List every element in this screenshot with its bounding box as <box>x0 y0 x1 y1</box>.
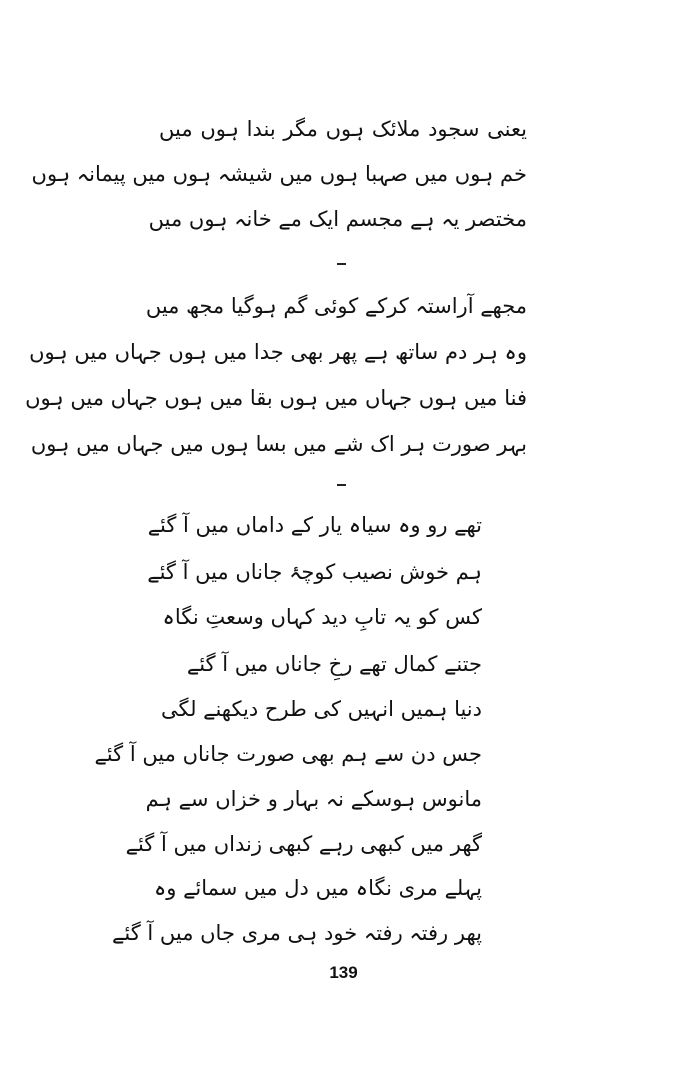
verse-line: کس کو یہ تابِ دید کہاں وسعتِ نگاہ <box>162 605 482 629</box>
verse-line: مانوس ہوسکے نہ بہار و خزاں سے ہم <box>145 787 482 811</box>
stanza-separator <box>337 263 346 265</box>
verse-line: یعنی سجود ملائک ہوں مگر بندا ہوں میں <box>159 117 527 141</box>
verse-line: مختصر یہ ہے مجسم ایک مے خانہ ہوں میں <box>148 207 527 231</box>
stanza-separator <box>337 484 346 486</box>
verse-line: وہ ہر دم ساتھ ہے پھر بھی جدا میں ہوں جہاں میں ہوں <box>29 340 527 364</box>
verse-line: دنیا ہمیں انہیں کی طرح دیکھنے لگی <box>160 697 482 721</box>
page-number: 139 <box>329 963 358 982</box>
verse-line: جتنے کمال تھے رخِ جاناں میں آ گئے <box>186 652 482 676</box>
verse-line: فنا میں ہوں جہاں میں ہوں بقا میں ہوں جہاں میں ہوں <box>25 386 527 410</box>
verse-line: تھے رو وہ سیاہ یار کے داماں میں آ گئے <box>147 513 482 537</box>
verse-line: بہر صورت ہر اک شے میں بسا ہوں میں جہاں میں ہوں <box>30 432 527 456</box>
verse-line: ہم خوش نصیب کوچۂ جاناں میں آ گئے <box>147 560 482 584</box>
verse-line: پھر رفتہ رفتہ خود ہی مری جاں میں آ گئے <box>112 921 482 945</box>
verse-line: مجھے آراستہ کرکے کوئی گم ہوگیا مجھ میں <box>145 294 527 318</box>
verse-line: پہلے مری نگاہ میں دل میں سمائے وہ <box>153 876 482 900</box>
verse-line: خم ہوں میں صہبا ہوں میں شیشہ ہوں میں پیمانہ ہوں <box>31 162 527 186</box>
verse-line: گھر میں کبھی رہے کبھی زنداں میں آ گئے <box>125 832 482 856</box>
verse-line: جس دن سے ہم بھی صورت جاناں میں آ گئے <box>94 742 482 766</box>
